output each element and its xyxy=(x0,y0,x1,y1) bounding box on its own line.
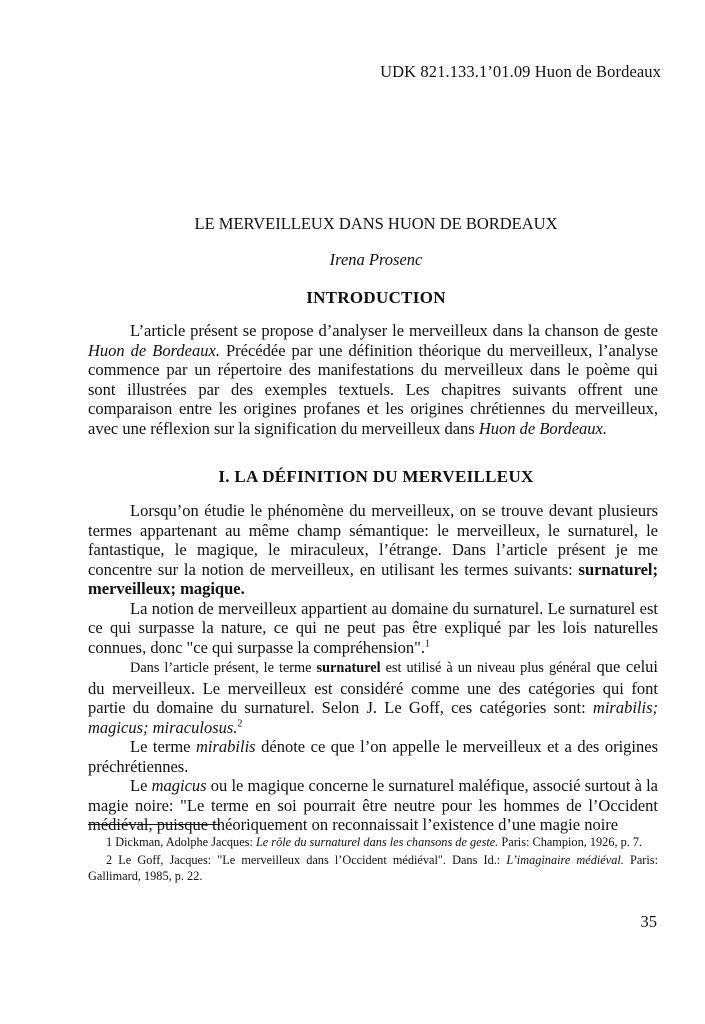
italic-title: Le rôle du surnaturel dans les chansons de geste. xyxy=(255,835,499,849)
footnote-ref[interactable]: 2 xyxy=(237,718,243,729)
footnote-number: 1 xyxy=(106,835,113,849)
bold-terms: surnaturel; merveilleux; magique. xyxy=(88,559,658,598)
introduction-body xyxy=(88,321,658,438)
definition-body xyxy=(88,501,658,835)
paragraph xyxy=(88,501,658,599)
text-run: Le Goff, Jacques: "Le merveilleux dans l’Occident médiéval". Dans Id.: xyxy=(112,852,507,867)
text-run: Le xyxy=(130,776,152,795)
text-run: dénote ce que l’on appelle le merveilleux et a des origines préchrétiennes. xyxy=(88,737,659,776)
italic-title: L’imaginaire médiéval. xyxy=(506,852,624,867)
text-run: que celui du merveilleux. Le merveilleux est considéré comme une des catégories qui font partie du domaine du surnaturel. Selon J. Le Goff, ces catégories sont: xyxy=(88,657,658,717)
footnote-1 xyxy=(88,834,658,851)
footnote-2 xyxy=(88,852,658,885)
text-run: Paris: Champion, 1926, p. 7. xyxy=(498,835,643,849)
article-title: LE MERVEILLEUX DANS HUON DE BORDEAUX xyxy=(194,214,558,233)
italic-title: Huon de Bordeaux. xyxy=(478,418,607,438)
italic-title: Huon de Bordeaux. xyxy=(88,340,220,360)
section-heading-introduction: INTRODUCTION xyxy=(306,288,446,307)
footnote-separator xyxy=(88,824,220,825)
text-run: Dickman, Adolphe Jacques: xyxy=(112,835,256,849)
italic-term: mirabilis xyxy=(196,737,256,756)
footnote-ref[interactable]: 1 xyxy=(424,638,430,649)
footnotes xyxy=(88,834,658,886)
text-run: ou le magique concerne le surnaturel maléfique, associé surtout à la magie noire: "Le terme en soi pourrait être neutre pour les hommes de l’Occident médiéval, puisque théoriquement on reconnaissait l’existence d’une magie noire xyxy=(88,776,659,834)
bold-term: surnaturel xyxy=(316,660,381,676)
paragraph xyxy=(88,776,658,835)
text-run: Dans l’article présent, le terme xyxy=(130,660,317,676)
text-run: est utilisé à un niveau plus général xyxy=(380,660,592,676)
section-heading-definition: I. LA DÉFINITION DU MERVEILLEUX xyxy=(218,467,534,486)
paragraph xyxy=(88,321,658,438)
footnote-number: 2 xyxy=(106,852,113,867)
paragraph xyxy=(88,599,658,658)
page-number: 35 xyxy=(640,912,657,931)
text-run: Lorsqu’on étudie le phénomène du merveilleux, on se trouve devant plusieurs termes appartenant au même champ sémantique: le merveilleux, le surnaturel, le fantastique, le magique, le miraculeux, l’étrange. Dans l’article présent je me concentre sur la notion de merveilleux, en utilisant les termes suivants: xyxy=(88,501,658,579)
text-run: Le terme xyxy=(130,737,196,756)
article-author: Irena Prosenc xyxy=(329,250,423,269)
text-run: La notion de merveilleux appartient au domaine du surnaturel. Le surnaturel est ce qui surpasse la nature, ce qui ne peut pas être expliqué par les lois naturelles connues, donc "ce qui surpasse la compréhension". xyxy=(88,598,658,657)
udk-classification: UDK 821.133.1’01.09 Huon de Bordeaux xyxy=(380,62,661,81)
paragraph xyxy=(88,737,658,776)
text-run: L’article présent se propose d’analyser le merveilleux dans la chanson de geste xyxy=(130,321,658,340)
paragraph xyxy=(88,657,658,737)
italic-term: magicus xyxy=(151,776,207,795)
text-run: Précédée par une définition théorique du merveilleux, l’analyse commence par un répertoire des manifestations du merveilleux dans le poème qui sont illustrées par des exemples textuels. Les chapitres suivants offrent une comparaison entre les origines profanes et les origines chrétiennes du merveilleux, avec une réflexion sur la signification du merveilleux dans xyxy=(88,340,658,438)
italic-terms: mirabilis; magicus; miraculosus. xyxy=(88,698,658,737)
text-run: Paris: Gallimard, 1985, p. 22. xyxy=(88,852,658,883)
